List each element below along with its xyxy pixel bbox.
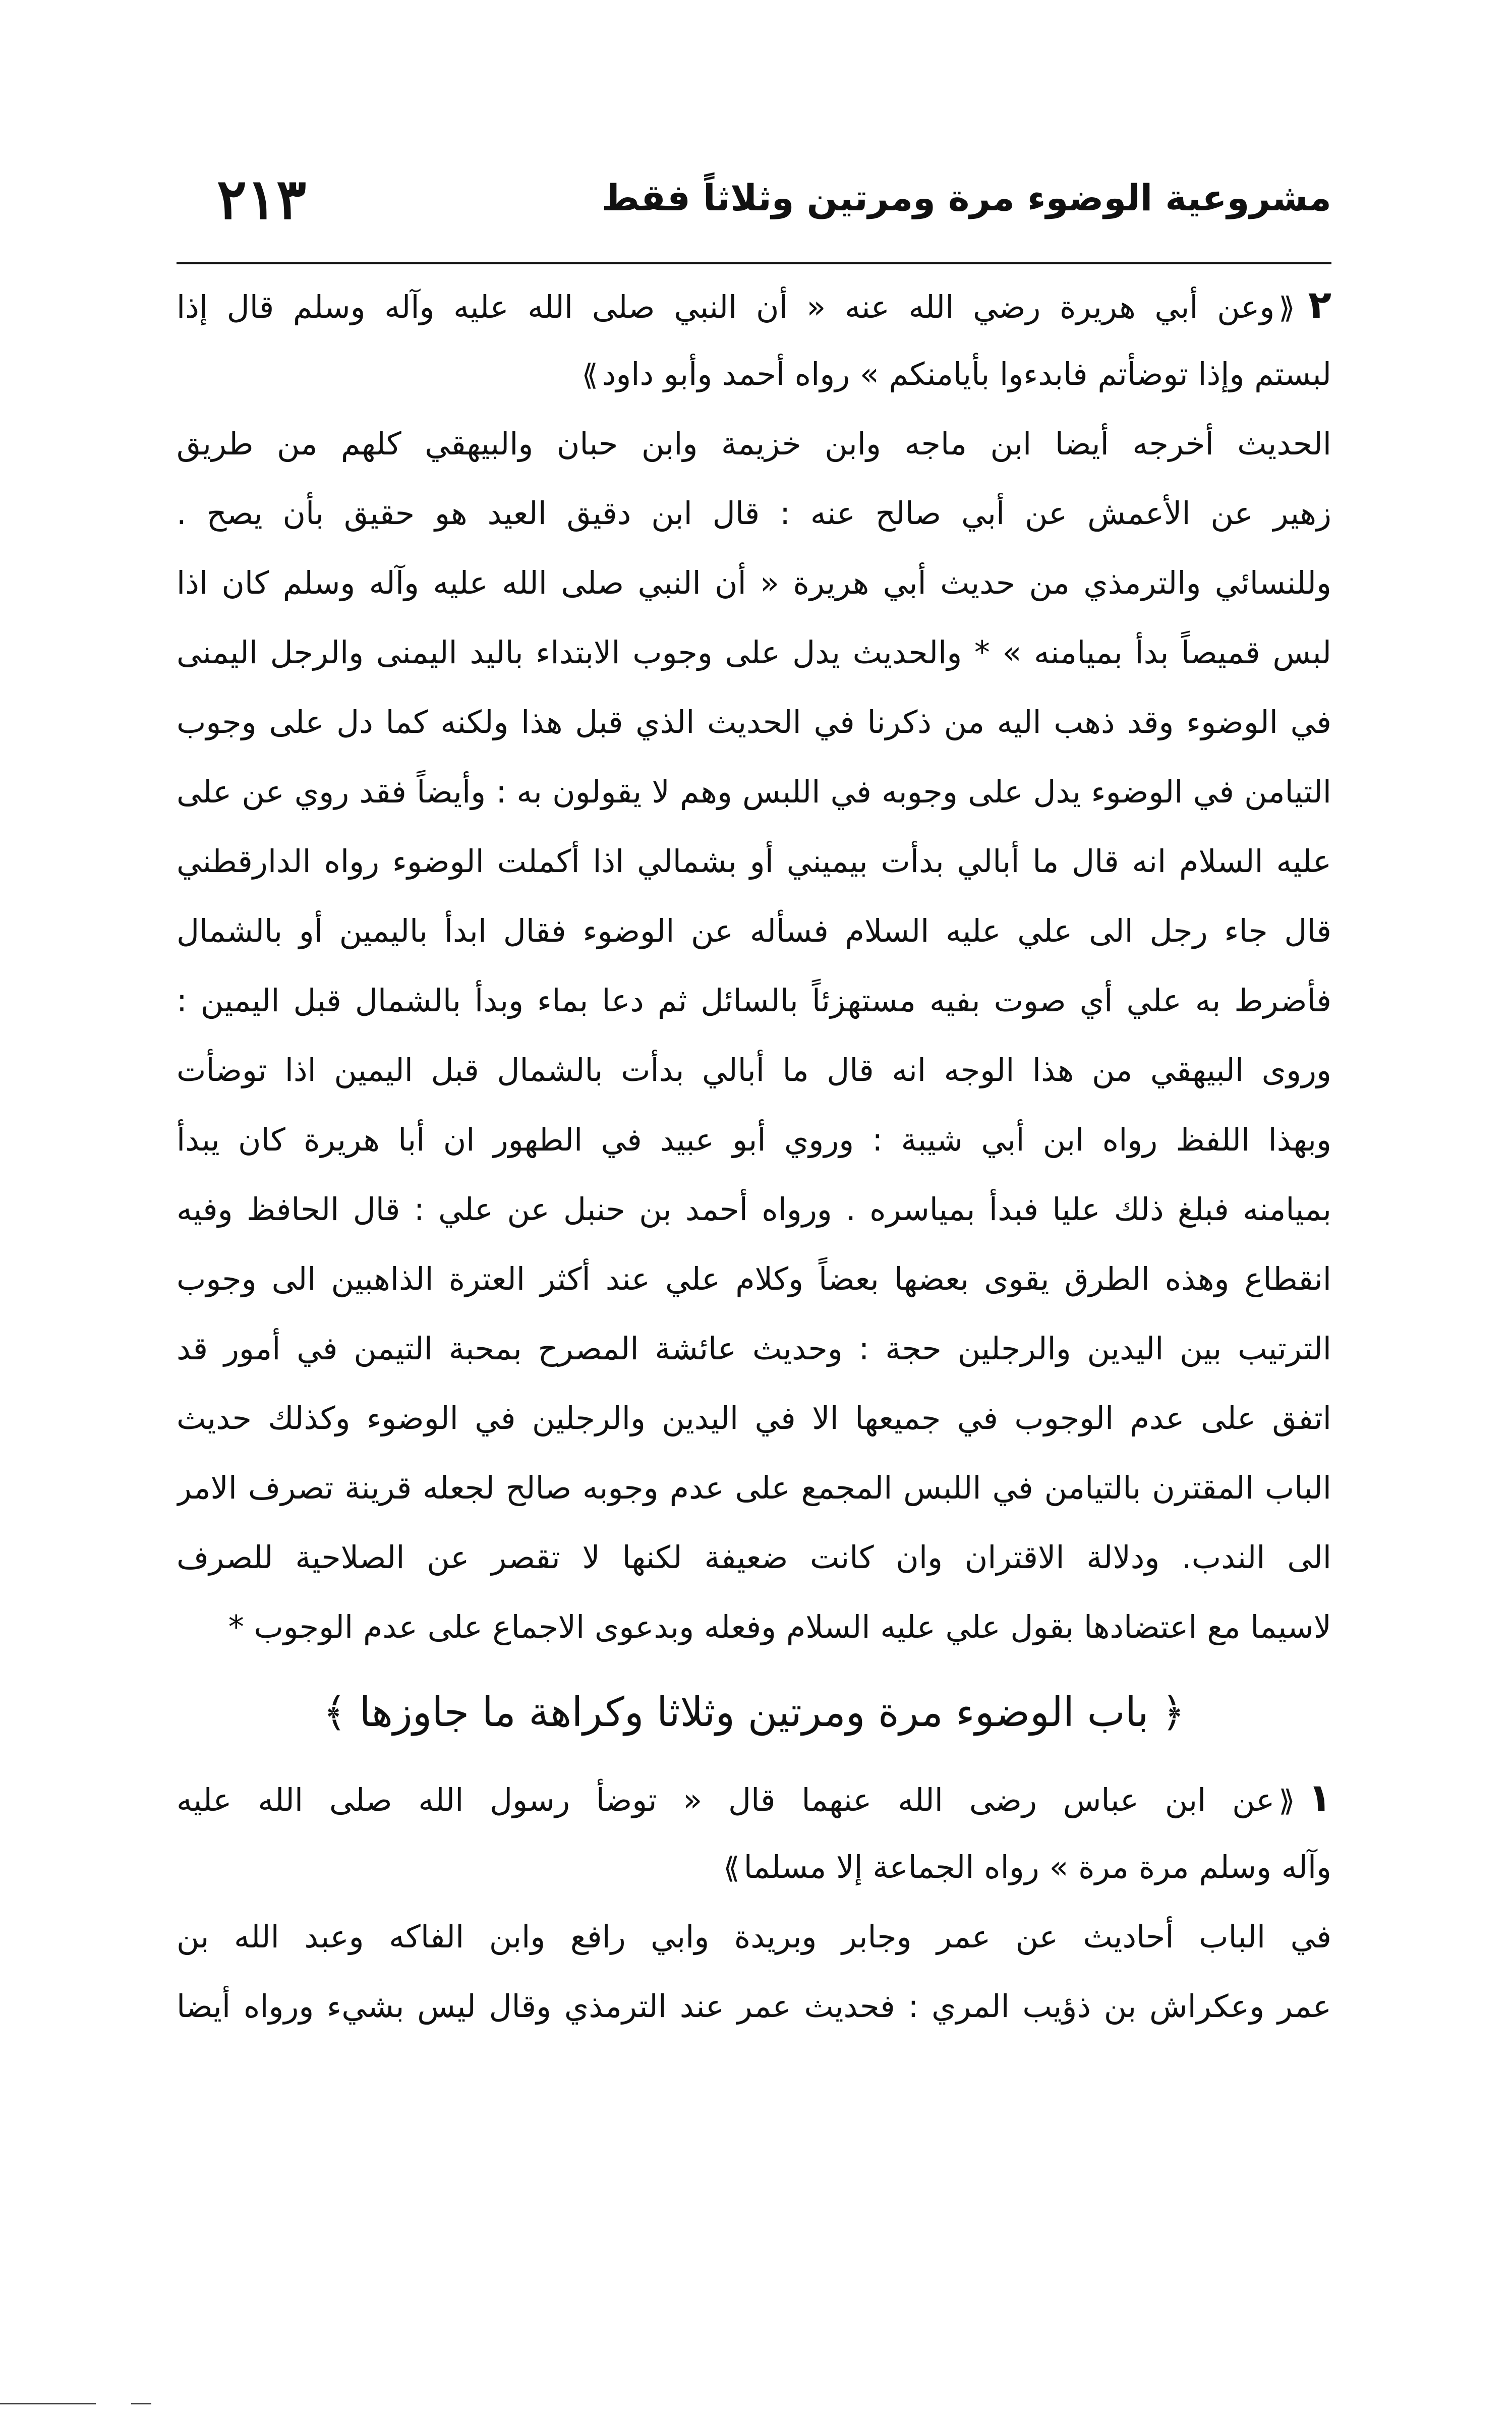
hadith-text: لبستم وإذا توضأتم فابدءوا بأيامنكم » رواه أحمد وأبو داود [602, 356, 1331, 392]
ornament-open-icon: ⟪ [1278, 291, 1295, 325]
commentary-line: بميامنه فبلغ ذلك عليا فبدأ بمياسره . ورواه أحمد بن حنبل عن علي : قال الحافظ وفيه [177, 1191, 1331, 1228]
header-rule [177, 262, 1331, 264]
book-page [177, 166, 1331, 2184]
commentary-line: الترتيب بين اليدين والرجلين حجة : وحديث عائشة المصرح بمحبة التيمن في أمور قد [177, 1330, 1331, 1367]
footer-rule-long [0, 2403, 96, 2404]
footer-rules [0, 2399, 151, 2409]
hadith-number: ٢ [1308, 282, 1331, 327]
commentary-line: فأضرط به علي أي صوت بفيه مستهزئاً بالسائل ثم دعا بماء وبدأ بالشمال قبل اليمين : [177, 982, 1331, 1019]
hadith-1-line-2 [177, 1832, 1331, 1902]
page-number: ٢١٣ [217, 166, 307, 232]
hadith-text: وآله وسلم مرة مرة » رواه الجماعة إلا مسلما [743, 1849, 1331, 1885]
commentary-line: الحديث أخرجه أيضا ابن ماجه وابن خزيمة وابن حبان والبيهقي كلهم من طريق [177, 425, 1331, 462]
commentary-line: وللنسائي والترمذي من حديث أبي هريرة « أن النبي صلى الله عليه وآله وسلم كان اذا [177, 564, 1331, 601]
hadith-2-line-2 [177, 339, 1331, 409]
commentary-line: اتفق على عدم الوجوب في جميعها الا في اليدين والرجلين في الوضوء وكذلك حديث [177, 1400, 1331, 1436]
commentary-line: وروى البيهقي من هذا الوجه انه قال ما أبالي بدأت بالشمال قبل اليمين اذا توضأت [177, 1052, 1331, 1088]
running-title: مشروعية الوضوء مرة ومرتين وثلاثاً فقط [601, 177, 1331, 219]
commentary-line: التيامن في الوضوء يدل على وجوبه في اللبس وهم لا يقولون به : وأيضاً فقد روي عن على [177, 773, 1331, 810]
commentary-line: لبس قميصاً بدأ بميامنه » * والحديث يدل على وجوب الابتداء باليد اليمنى والرجل اليمنى [177, 634, 1331, 671]
page-header [177, 166, 1331, 242]
body-text [177, 270, 1331, 2041]
commentary-line: وبهذا اللفظ رواه ابن أبي شيبة : وروي أبو عبيد في الطهور ان أبا هريرة كان يبدأ [177, 1121, 1331, 1158]
hadith-1-line-1 [177, 1763, 1331, 1832]
commentary-line: قال جاء رجل الى علي عليه السلام فسأله عن الوضوء فقال ابدأ باليمين أو بالشمال [177, 912, 1331, 949]
commentary-line: عمر وعكراش بن ذؤيب المري : فحديث عمر عند الترمذي وقال ليس بشيء ورواه أيضا [177, 1988, 1331, 2025]
commentary-line: في الوضوء وقد ذهب اليه من ذكرنا في الحديث الذي قبل هذا ولكنه كما دل على وجوب [177, 704, 1331, 740]
commentary-line: انقطاع وهذه الطرق يقوى بعضها بعضاً وكلام علي عند أكثر العترة الذاهبين الى وجوب [177, 1260, 1331, 1297]
commentary-line: في الباب أحاديث عن عمر وجابر وبريدة وابي رافع وابن الفاكه وعبد الله بن [177, 1918, 1331, 1955]
hadith-2-line-1 [177, 270, 1331, 339]
ornament-close-icon: ⟫ [581, 358, 598, 392]
hadith-text: عن ابن عباس رضى الله عنهما قال « توضأ رسول الله صلى الله عليه [177, 1781, 1275, 1818]
footer-rule-short [131, 2403, 151, 2404]
commentary-line: عليه السلام انه قال ما أبالي بدأت بيميني أو بشمالي اذا أكملت الوضوء رواه الدارقطني [177, 843, 1331, 880]
commentary-line: الباب المقترن بالتيامن في اللبس المجمع على عدم وجوبه صالح لجعله قرينة تصرف الامر [177, 1469, 1331, 1506]
commentary-line: زهير عن الأعمش عن أبي صالح عنه : قال ابن دقيق العيد هو حقيق بأن يصح . [177, 495, 1331, 532]
hadith-number: ١ [1308, 1775, 1331, 1820]
hadith-text: وعن أبي هريرة رضي الله عنه « أن النبي صلى الله عليه وآله وسلم قال إذا [177, 289, 1275, 325]
section-heading: ﴿ باب الوضوء مرة ومرتين وثلاثا وكراهة ما جاوزها ﴾ [323, 1689, 1185, 1736]
commentary-line: الى الندب. ودلالة الاقتران وان كانت ضعيفة لكنها لا تقصر عن الصلاحية للصرف [177, 1539, 1331, 1576]
ornament-close-icon: ⟫ [723, 1851, 740, 1885]
ornament-open-icon: ⟪ [1278, 1784, 1295, 1818]
commentary-line: لاسيما مع اعتضادها بقول علي عليه السلام وفعله وبدعوى الاجماع على عدم الوجوب * [228, 1608, 1331, 1645]
